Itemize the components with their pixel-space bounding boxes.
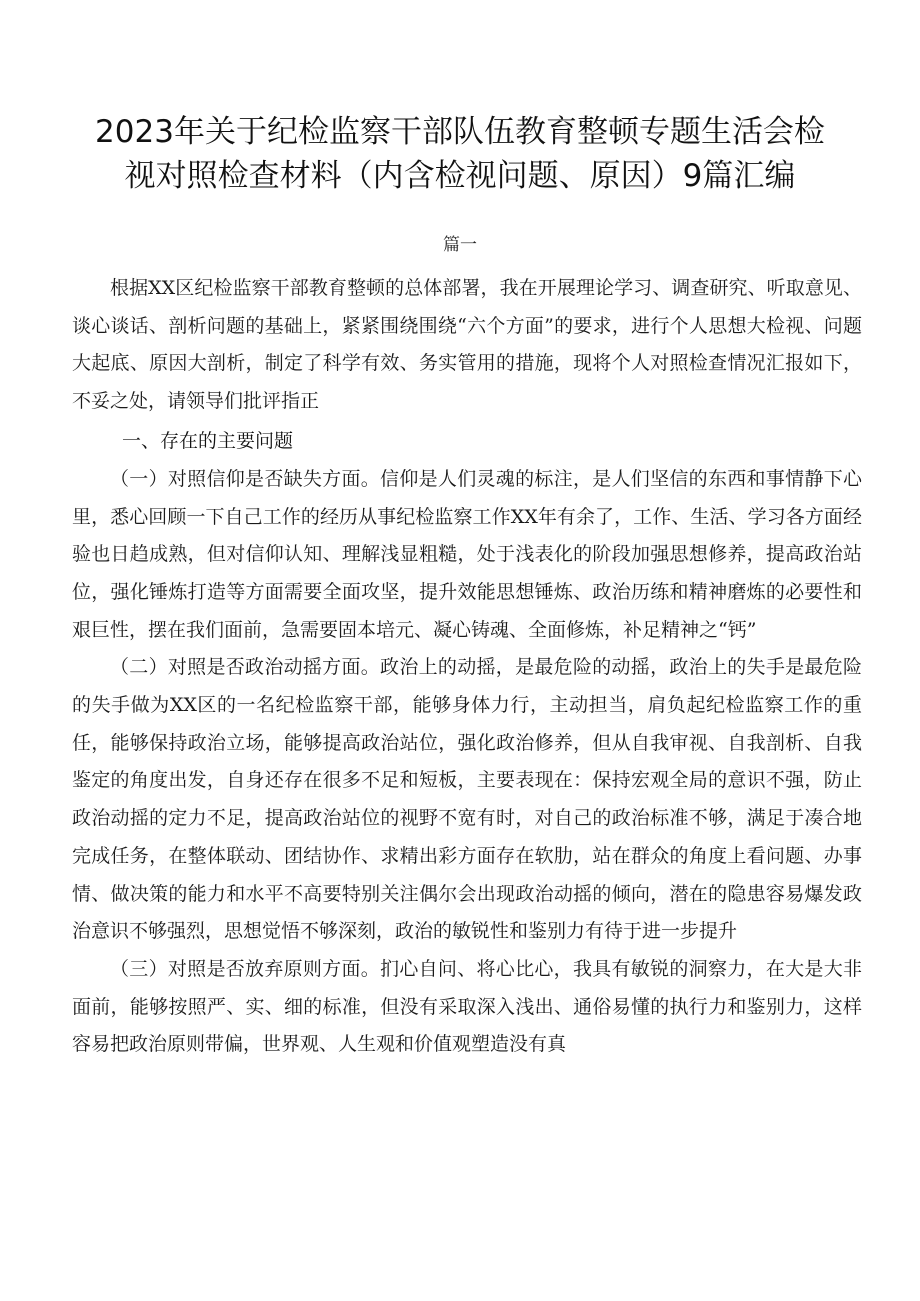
intro-paragraph: 根据XX区纪检监察干部教育整顿的总体部署，我在开展理论学习、调查研究、听取意见、谈心谈话、剖析问题的基础上，紧紧围绕围绕“六个方面”的要求，进行个人思想大检视、问题大起底、原因大剖析，制定了科学有效、务实管用的措施，现将个人对照检查情况汇报如下，不妥之处，请领导们批评指正 bbox=[72, 277, 862, 413]
paragraph-3: （三）对照是否放弃原则方面。扪心自问、将心比心，我具有敏锐的洞察力，在大是大非面前，能够按照严、实、细的标准，但没有采取深入浅出、通俗易懂的执行力和鉴别力，这样容易把政治原则带偏，世界观、人生观和价值观塑造没有真 bbox=[72, 957, 862, 1056]
title-line-1: 2023年关于纪检监察干部队伍教育整顿专题生活会检 bbox=[95, 114, 825, 150]
document-title bbox=[60, 110, 860, 198]
section-heading: 一、存在的主要问题 bbox=[122, 429, 294, 452]
part-label: 篇一 bbox=[443, 235, 477, 255]
paragraph-2: （二）对照是否政治动摇方面。政治上的动摇，是最危险的动摇，政治上的失手是最危险的失手做为XX区的一名纪检监察干部，能够身体力行，主动担当，肩负起纪检监察工作的重任，能够保持政治立场，能够提高政治站位，强化政治修养，但从自我审视、自我剖析、自我鉴定的角度出发，自身还存在很多不足和短板，主要表现在：保持宏观全局的意识不强，防止政治动摇的定力不足，提高政治站位的视野不宽有时，对自己的政治标准不够，满足于凑合地完成任务，在整体联动、团结协作、求精出彩方面存在软肋，站在群众的角度上看问题、办事情、做决策的能力和水平不高要特别关注偶尔会出现政治动摇的倾向，潜在的隐患容易爆发政治意识不够强烈，思想觉悟不够深刻，政治的敏锐性和鉴别力有待于进一步提升 bbox=[72, 656, 862, 943]
document-body bbox=[72, 270, 862, 1064]
paragraph-1: （一）对照信仰是否缺失方面。信仰是人们灵魂的标注，是人们坚信的东西和事情静下心里，悉心回顾一下自己工作的经历从事纪检监察工作XX年有余了，工作、生活、学习各方面经验也日趋成熟，但对信仰认知、理解浅显粗糙，处于浅表化的阶段加强思想修养，提高政治站位，强化锤炼打造等方面需要全面攻坚，提升效能思想锤炼、政治历练和精神磨炼的必要性和艰巨性，摆在我们面前，急需要固本培元、凝心铸魂、全面修炼，补足精神之“钙” bbox=[72, 467, 862, 641]
title-line-2: 视对照检查材料（内含检视问题、原因）9篇汇编 bbox=[124, 158, 796, 194]
